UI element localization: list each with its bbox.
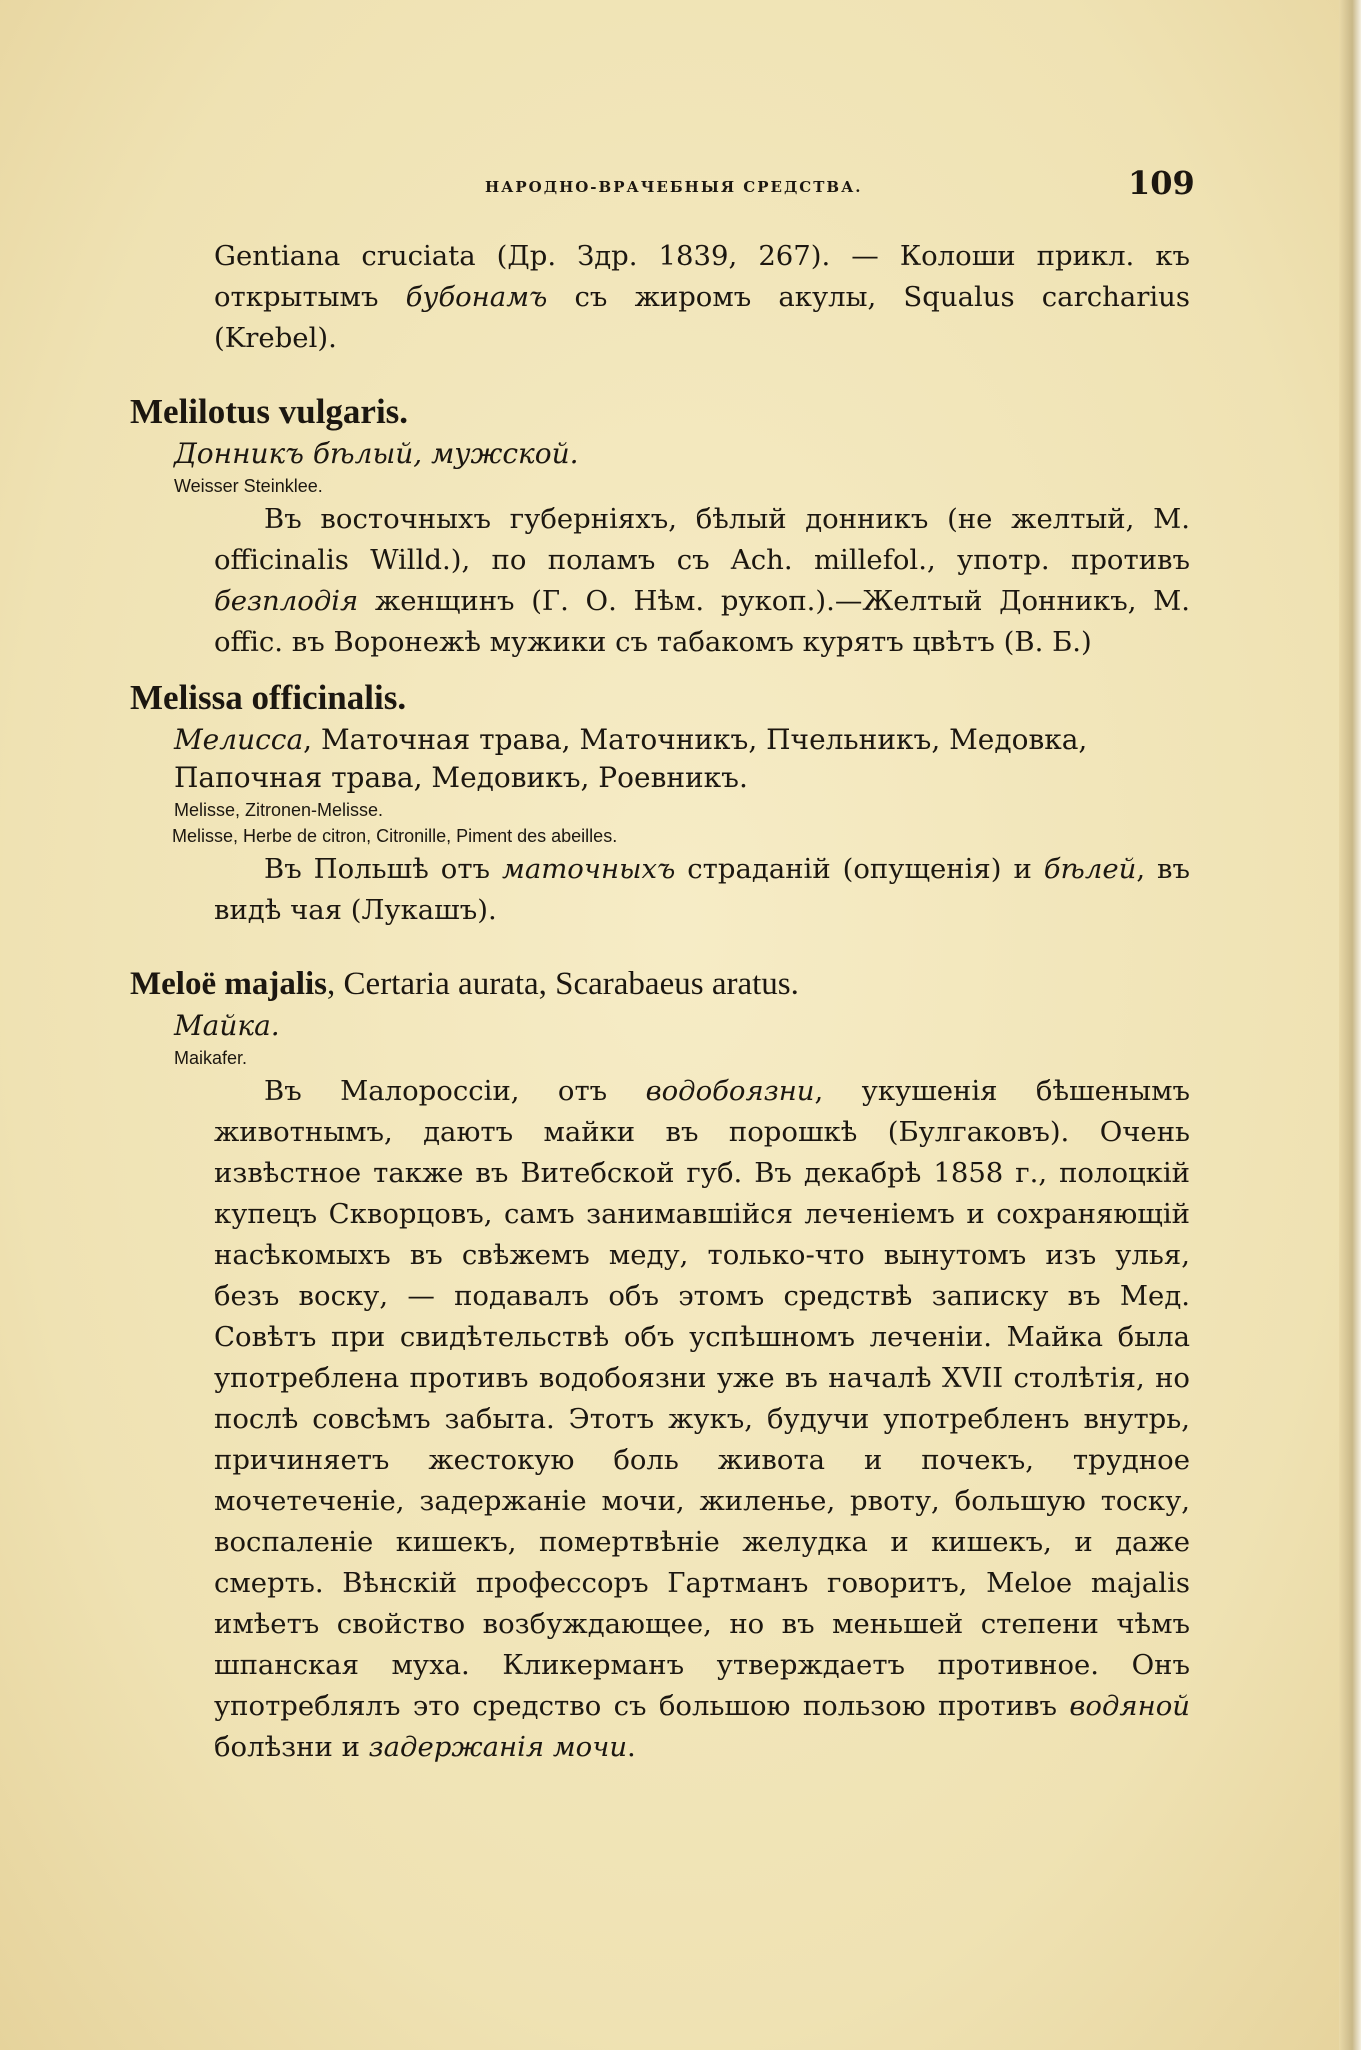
entry-russian-names-melissa: Мелисса, Маточная трава, Маточникъ, Пчельникъ, Медовка, Папочная трава, Медовикъ, Роевникъ. <box>174 723 1088 794</box>
entry-german-name-melissa: Melisse, Zitronen-Melisse. <box>174 800 384 820</box>
entry-meloe-paragraph: Въ Малороссіи, отъ водобоязни, укушенія бѣшенымъ животнымъ, даютъ майки въ порошкѣ (Булгаковъ). Очень извѣстное также въ Витебской губ. Въ декабрѣ 1858 г., полоцкій купецъ Скворцовъ, самъ занимавшійся леченіемъ и сохраняющій насѣкомыхъ въ свѣжемъ меду, только-что вынутомъ изъ улья, безъ воску, — подавалъ объ этомъ средствѣ записку въ Мед. Совѣтъ при свидѣтельствѣ объ успѣшномъ леченіи. Майка была употреблена противъ водобоязни уже въ началѣ XVII столѣтія, но послѣ совсѣмъ забыта. Этотъ жукъ, будучи употребленъ внутрь, причиняетъ жестокую боль живота и почекъ, трудное мочетеченіе, задержаніе мочи, жиленье, рвоту, большую тоску, воспаленіе кишекъ, помертвѣніе желудка и кишекъ, и даже смерть. Вѣнскій профессоръ Гартманъ говоритъ, Meloe majalis имѣетъ свойство возбуждающее, но въ меньшей степени чѣмъ шпанская муха. Кликерманъ утверждаетъ противное. Онъ употреблялъ это средство съ большою пользою противъ водяной болѣзни и задержанія мочи. <box>214 1075 1191 1763</box>
entry-russian-names-meloe: Майка. <box>174 1009 280 1042</box>
entry-french-name-melissa: Melisse, Herbe de citron, Citronille, Piment des abeilles. <box>172 826 618 846</box>
entry-title-meloe: Meloë majalis, Certaria aurata, Scarabaeus aratus. <box>130 966 799 1002</box>
entry-title-melissa: Melissa officinalis. <box>130 678 407 717</box>
entry-title-melilotus: Melilotus vulgaris. <box>130 392 409 431</box>
entry-german-name-meloe: Maikafer. <box>174 1048 248 1068</box>
page-number: 109 <box>1128 164 1195 202</box>
entry-german-name-melilotus: Weisser Steinklee. <box>174 476 323 496</box>
running-header: НАРОДНО-ВРАЧЕБНЫЯ СРЕДСТВА. <box>485 178 863 196</box>
entry-melissa-paragraph: Въ Польшѣ отъ маточныхъ страданій (опущенія) и бѣлей, въ видѣ чая (Лукашъ). <box>214 853 1191 926</box>
entry-melilotus-paragraph: Въ восточныхъ губерніяхъ, бѣлый донникъ (не желтый, M. officinalis Willd.), по поламъ съ Ach. millefol., употр. противъ безплодія женщинъ (Г. О. Нѣм. рукоп.).—Желтый Донникъ, M. offic. въ Воронежѣ мужики съ табакомъ курятъ цвѣтъ (В. Б.) <box>214 503 1190 658</box>
book-spine-edge <box>1339 0 1361 2050</box>
page-content <box>130 236 1190 1768</box>
entry-russian-names-melilotus: Донникъ бѣлый, мужской. <box>174 437 579 470</box>
entry-gentiana-paragraph: Gentiana cruciata (Др. Здр. 1839, 267). — Колоши прикл. къ открытымъ бубонамъ съ жиромъ акулы, Squalus carcharius (Krebel). <box>214 240 1190 354</box>
